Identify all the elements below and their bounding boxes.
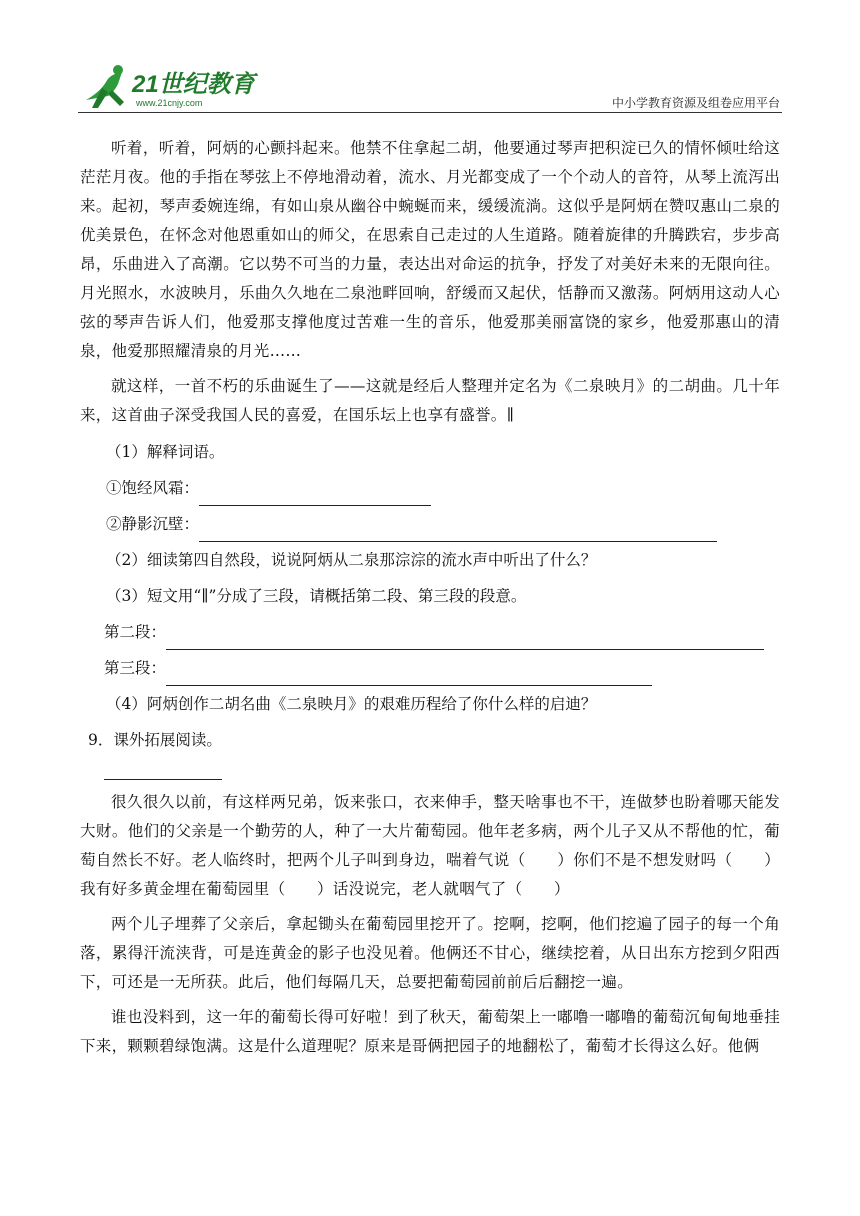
question-3: （3）短文用“∥”分成了三段，请概括第二段、第三段的段意。 xyxy=(106,587,527,605)
question-1b-label: ②静影沉壁： xyxy=(106,515,200,533)
question-3a xyxy=(80,614,780,650)
title-blank[interactable] xyxy=(104,778,222,780)
section-9-title: 9．课外拓展阅读。 xyxy=(88,731,222,749)
question-1b xyxy=(80,506,780,542)
answer-blank[interactable] xyxy=(199,483,431,506)
answer-blank[interactable] xyxy=(199,519,717,542)
passage-paragraph: 就这样，一首不朽的乐曲诞生了——这就是经后人整理并定名为《二泉映月》的二胡曲。几十年来，这首曲子深受我国人民的喜爱，在国乐坛上也享有盛誉。∥ xyxy=(80,377,780,424)
question-1a-label: ①饱经风霜： xyxy=(106,479,200,497)
header-divider xyxy=(78,112,782,113)
question-1: （1）解释词语。 xyxy=(106,443,225,461)
logo xyxy=(78,62,298,112)
passage-paragraph: 听着，听着，阿炳的心颤抖起来。他禁不住拿起二胡，他要通过琴声把积淀已久的情怀倾吐给这茫茫月夜。他的手指在琴弦上不停地滑动着，流水、月光都变成了一个个动人的音符，从琴上流泻出来。起初，琴声委婉连绵，有如山泉从幽谷中蜿蜒而来，缓缓流淌。这似乎是阿炳在赞叹惠山二泉的优美景色，在怀念对他恩重如山的师父，在思索自己走过的人生道路。随着旋律的升腾跌宕，步步高昂，乐曲进入了高潮。它以势不可当的力量，表达出对命运的抗争，抒发了对美好未来的无限向往。月光照水，水波映月，乐曲久久地在二泉池畔回响，舒缓而又起伏，恬静而又激荡。阿炳用这动人心弦的琴声告诉人们，他爱那支撑他度过苦难一生的音乐，他爱那美丽富饶的家乡，他爱那惠山的清泉，他爱那照耀清泉的月光…… xyxy=(80,139,780,360)
logo-url: www.21cnjy.com xyxy=(136,98,203,108)
document-body xyxy=(80,134,780,1061)
story-paragraph: 谁也没料到，这一年的葡萄长得可好啦！到了秋天，葡萄架上一嘟噜一嘟噜的葡萄沉甸甸地垂挂下来，颗颗碧绿饱满。这是什么道理呢？原来是哥俩把园子的地翻松了，葡萄才长得这么好。他俩 xyxy=(80,1008,780,1055)
answer-blank[interactable] xyxy=(166,627,764,650)
page-header xyxy=(78,62,782,118)
question-3b xyxy=(80,650,780,686)
question-3a-label: 第二段： xyxy=(104,623,167,641)
question-4: （4）阿炳创作二胡名曲《二泉映月》的艰难历程给了你什么样的启迪？ xyxy=(106,695,597,713)
answer-blank[interactable] xyxy=(166,663,652,686)
question-1a xyxy=(80,470,780,506)
question-2: （2）细读第四自然段，说说阿炳从二泉那淙淙的流水声中听出了什么？ xyxy=(106,551,597,569)
story-paragraph: 很久很久以前，有这样两兄弟，饭来张口，衣来伸手，整天啥事也不干，连做梦也盼着哪天能发大财。他们的父亲是一个勤劳的人，种了一大片葡萄园。他年老多病，两个儿子又从不帮他的忙，葡萄自然长不好。老人临终时，把两个儿子叫到身边，喘着气说（ ）你们不是不想发财吗（ ）我有好多黄金埋在葡萄园里（ ）话没说完，老人就咽气了（ ） xyxy=(80,793,780,898)
logo-text: 21世纪教育 xyxy=(132,71,255,98)
platform-name: 中小学教育资源及组卷应用平台 xyxy=(611,96,780,110)
story-paragraph: 两个儿子埋葬了父亲后，拿起锄头在葡萄园里挖开了。挖啊，挖啊，他们挖遍了园子的每一个角落，累得汗流浃背，可是连黄金的影子也没见着。他俩还不甘心，继续挖着，从日出东方挖到夕阳西下，可还是一无所获。此后，他们每隔几天，总要把葡萄园前前后后翻挖一遍。 xyxy=(80,915,780,991)
question-3b-label: 第三段： xyxy=(104,659,167,677)
